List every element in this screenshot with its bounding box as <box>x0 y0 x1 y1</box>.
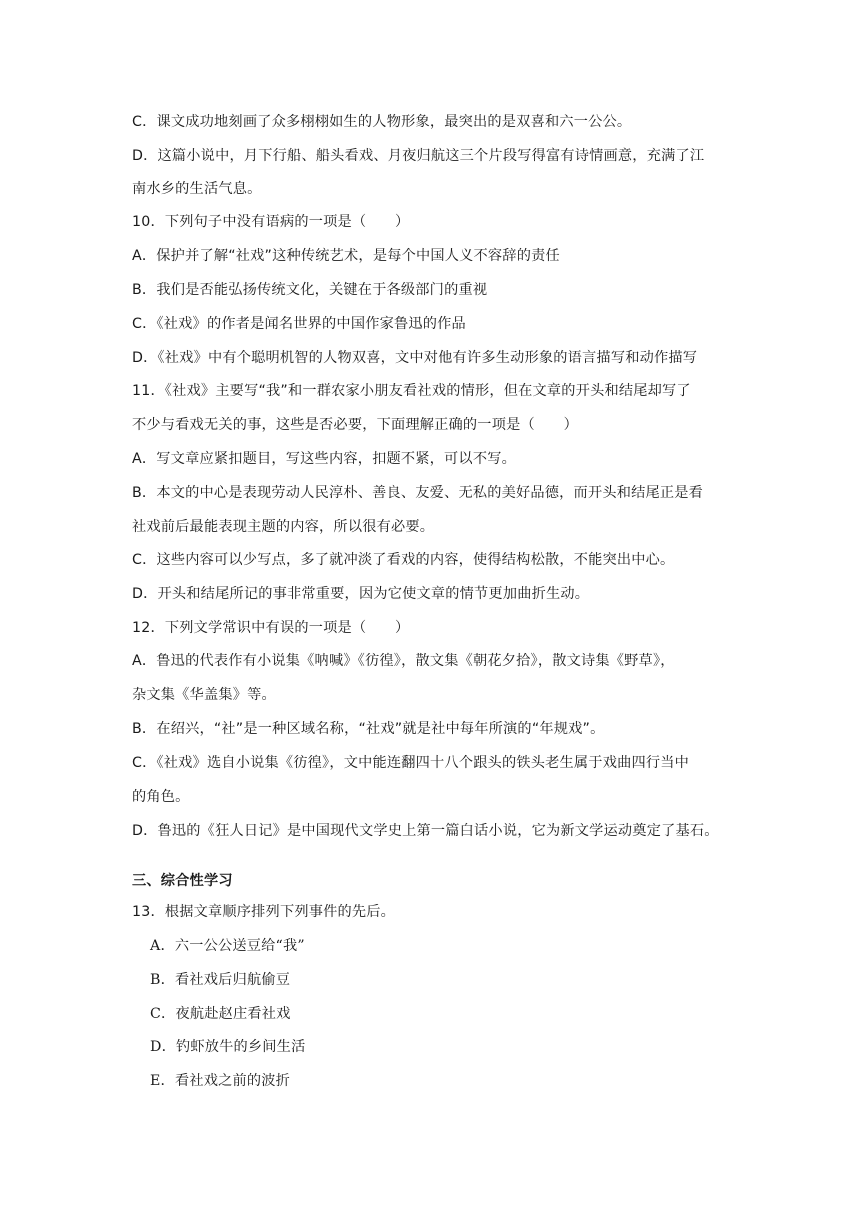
q11-option-d: D．开头和结尾所记的事非常重要，因为它使文章的情节更加曲折生动。 <box>132 586 590 602</box>
q11-option-b-line1: B．本文的中心是表现劳动人民淳朴、善良、友爱、无私的美好品德，而开头和结尾正是看 <box>132 485 704 501</box>
q11-option-c: C．这些内容可以少写点，多了就冲淡了看戏的内容，使得结构松散，不能突出中心。 <box>132 552 675 568</box>
q10-option-b: B．我们是否能弘扬传统文化，关键在于各级部门的重视 <box>132 282 488 298</box>
q13-option-c: C．夜航赴赵庄看社戏 <box>150 1006 291 1022</box>
q11-stem-line2: 不少与看戏无关的事，这些是否必要，下面理解正确的一项是（ ） <box>132 417 579 433</box>
q12-option-d: D．鲁迅的《狂人日记》是中国现代文学史上第一篇白话小说，它为新文学运动奠定了基石。 <box>132 823 719 839</box>
q12-option-a-line2: 杂文集《华盖集》等。 <box>132 687 276 703</box>
q11-option-b-line2: 社戏前后最能表现主题的内容，所以很有必要。 <box>132 519 435 535</box>
q12-option-c-line1: C．《社戏》选自小说集《彷徨》，文中能连翻四十八个跟头的铁头老生属于戏曲四行当中 <box>132 755 690 771</box>
q10-option-c: C．《社戏》的作者是闻名世界的中国作家鲁迅的作品 <box>132 316 466 332</box>
q10-option-d: D．《社戏》中有个聪明机智的人物双喜，文中对他有许多生动形象的语言描写和动作描写 <box>132 350 698 366</box>
q11-stem-line1: 11．《社戏》主要写“我”和一群农家小朋友看社戏的情形，但在文章的开头和结尾却写了 <box>132 383 691 399</box>
q10-option-a: A．保护并了解“社戏”这种传统艺术，是每个中国人义不容辞的责任 <box>132 248 560 264</box>
q10-stem: 10．下列句子中没有语病的一项是（ ） <box>132 214 410 230</box>
q13-stem: 13．根据文章顺序排列下列事件的先后。 <box>132 904 396 920</box>
q13-option-a: A．六一公公送豆给“我” <box>150 938 305 954</box>
q13-option-d: D．钓虾放牛的乡间生活 <box>150 1039 306 1055</box>
q13-option-e: E．看社戏之前的波折 <box>150 1073 291 1089</box>
q12-stem: 12．下列文学常识中有误的一项是（ ） <box>132 620 410 636</box>
q13-option-b: B．看社戏后归航偷豆 <box>150 972 291 988</box>
q11-option-a: A．写文章应紧扣题目，写这些内容，扣题不紧，可以不写。 <box>132 451 516 467</box>
q12-option-c-line2: 的角色。 <box>132 789 190 805</box>
q9-option-d-text-line2: 南水乡的生活气息。 <box>132 181 262 197</box>
q9-option-c-text: C．课文成功地刻画了众多栩栩如生的人物形象，最突出的是双喜和六一公公。 <box>132 114 632 130</box>
q9-option-d-text-line1: D．这篇小说中，月下行船、船头看戏、月夜归航这三个片段写得富有诗情画意，充满了江 <box>132 148 705 164</box>
section-heading: 三、综合性学习 <box>132 873 233 889</box>
q12-option-a-line1: A．鲁迅的代表作有小说集《呐喊》《彷徨》，散文集《朝花夕拾》，散文诗集《野草》， <box>132 653 675 669</box>
q12-option-b: B．在绍兴，“社”是一种区域名称，“社戏”就是社中每年所演的“年规戏”。 <box>132 721 605 737</box>
